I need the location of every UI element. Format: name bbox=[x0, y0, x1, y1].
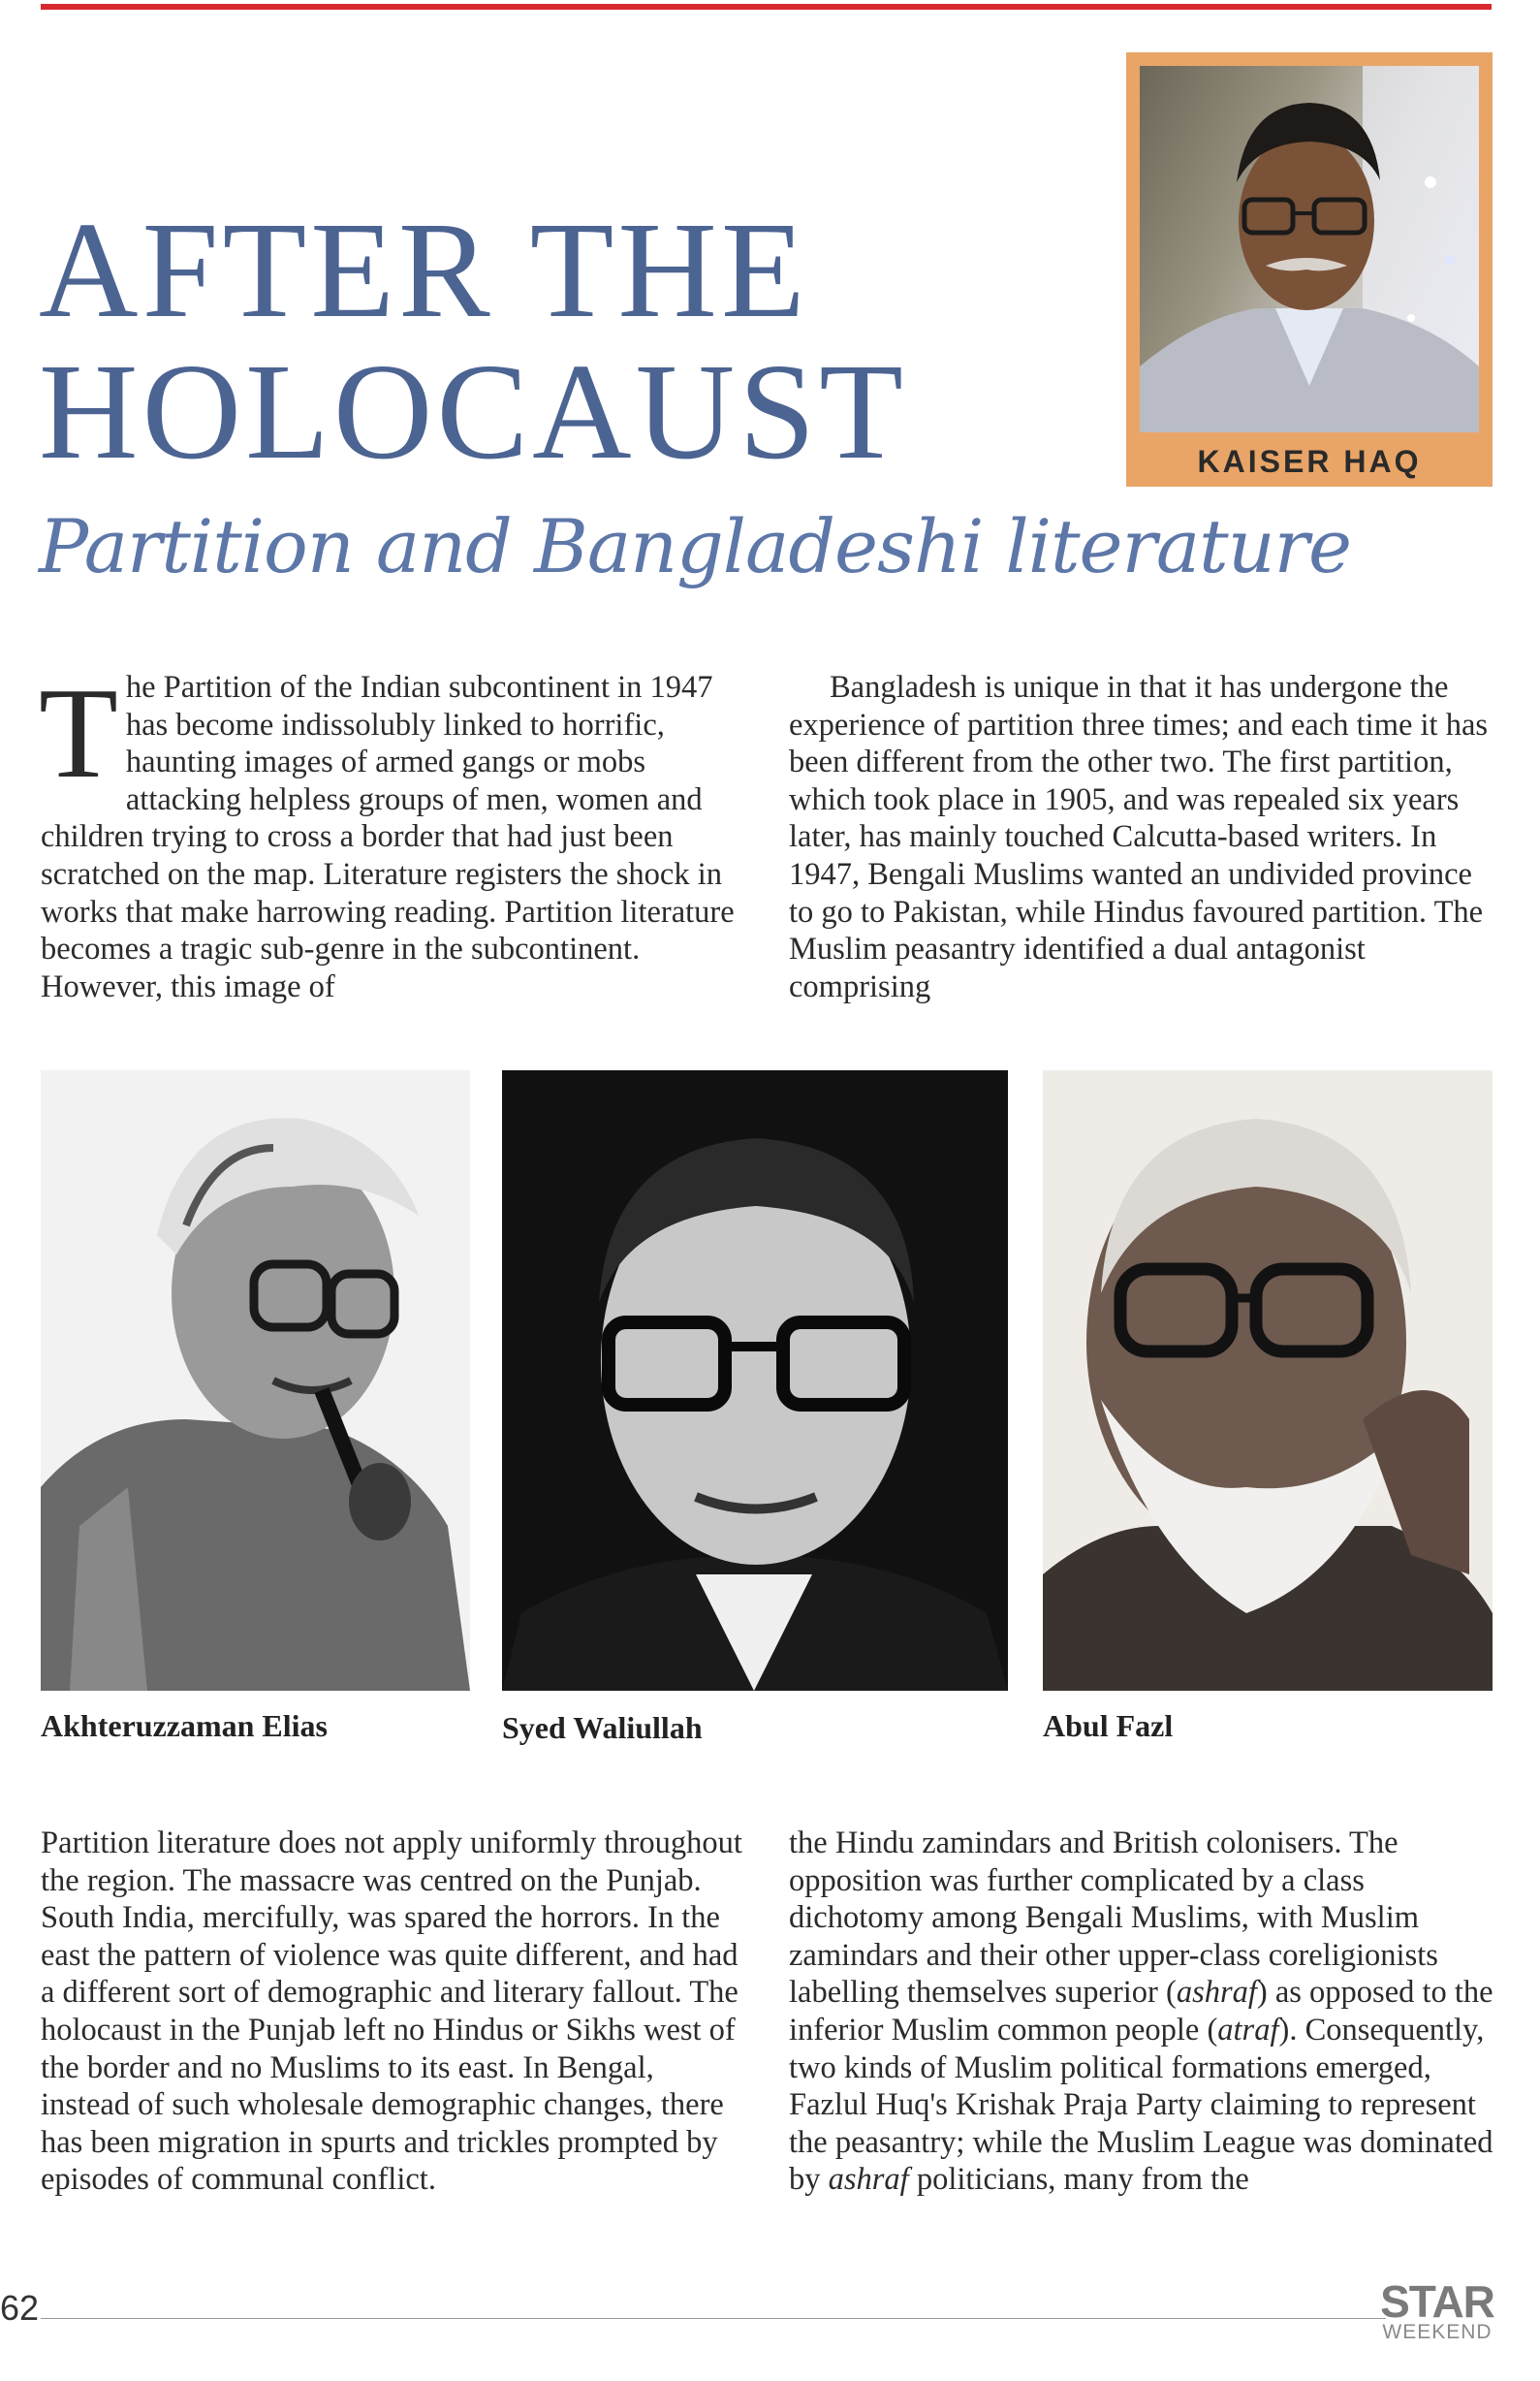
article-title: AFTER THE HOLOCAUST bbox=[39, 193, 907, 488]
photo-caption-elias: Akhteruzzaman Elias bbox=[41, 1708, 328, 1743]
body-column-1-text: he Partition of the Indian subcontinent in 1947 has become indissolubly linked to horrific, haunting images of armed gangs or mobs attacking helpless groups of men, women and children trying to cross a border that had just been scratched on the map. Literature registers the shock in works that make harrowing reading. Partition literature becomes a tragic sub-genre in the subcontinent. However, this image of bbox=[41, 670, 735, 1004]
body-column-3: Partition literature does not apply uniformly throughout the region. The massacre was centred on the Punjab. South India, mercifully, was spared the horrors. In the east the pattern of violence was quite different, and had a different sort of demographic and literary fallout. The holocaust in the Punjab left no Hindus or Sikhs west of the border and no Muslims to its east. In Bengal, instead of such wholesale demographic changes, there has been migration in spurts and trickles prompted by episodes of communal conflict. bbox=[41, 1825, 742, 2198]
article-subtitle: Partition and Bangladeshi literature bbox=[39, 503, 1351, 589]
portrait-waliullah-image bbox=[502, 1070, 1008, 1691]
photo-syed-waliullah bbox=[502, 1070, 1008, 1691]
body-column-2: Bangladesh is unique in that it has undergone the experience of partition three times; and each time it has been different from the other two. The first partition, which took place in 1905, and was repealed six years later, has mainly touched Calcutta-based writers. In 1947, Bengali Muslims wanted an undivided province to go to Pakistan, while Hindus favoured partition. The Muslim peasantry identified a dual antagonist comprising bbox=[789, 670, 1489, 1004]
portrait-elias-image bbox=[41, 1070, 470, 1691]
top-accent-rule bbox=[41, 4, 1492, 10]
body-column-4-text: politicians, many from the bbox=[908, 2162, 1249, 2198]
photo-akhteruzzaman-elias bbox=[41, 1070, 470, 1691]
body-column-1 bbox=[39, 661, 739, 1005]
star-weekend-logo bbox=[1380, 2276, 1494, 2343]
photo-caption-waliullah: Syed Waliullah bbox=[502, 1710, 703, 1745]
italic-term: ashraf bbox=[1176, 1975, 1257, 2011]
drop-cap: T bbox=[39, 661, 118, 805]
logo-weekend-text: WEEKEND bbox=[1382, 2321, 1493, 2343]
body-column-4 bbox=[789, 1825, 1494, 2199]
photo-caption-fazl: Abul Fazl bbox=[1043, 1708, 1174, 1743]
page-number: 62 bbox=[0, 2288, 40, 2328]
footer-rule bbox=[41, 2318, 1386, 2319]
italic-term: ashraf bbox=[828, 2162, 909, 2198]
author-name: KAISER HAQ bbox=[1197, 444, 1422, 479]
author-photo bbox=[1140, 66, 1479, 432]
photo-abul-fazl bbox=[1043, 1070, 1493, 1691]
portrait-fazl-image bbox=[1043, 1070, 1493, 1691]
italic-term: atraf bbox=[1217, 2012, 1279, 2048]
author-card bbox=[1126, 52, 1493, 487]
body-column-4-text: ) as opposed to the inferior Muslim common people ( bbox=[789, 1975, 1493, 2048]
logo-star-text: STAR bbox=[1380, 2276, 1494, 2327]
body-column-4-text: ). Consequently, two kinds of Muslim political formations emerged, Fazlul Huq's Krishak Praja Party claiming to represent the peasantry; while the Muslim League was dominated by bbox=[789, 2012, 1493, 2198]
author-portrait-image bbox=[1140, 66, 1479, 432]
body-column-4-text: the Hindu zamindars and British colonisers. The opposition was further complicated by a class dichotomy among Bengali Muslims, with Muslim zamindars and their other upper-class coreligionists labelling themselves superior ( bbox=[789, 1825, 1438, 2011]
